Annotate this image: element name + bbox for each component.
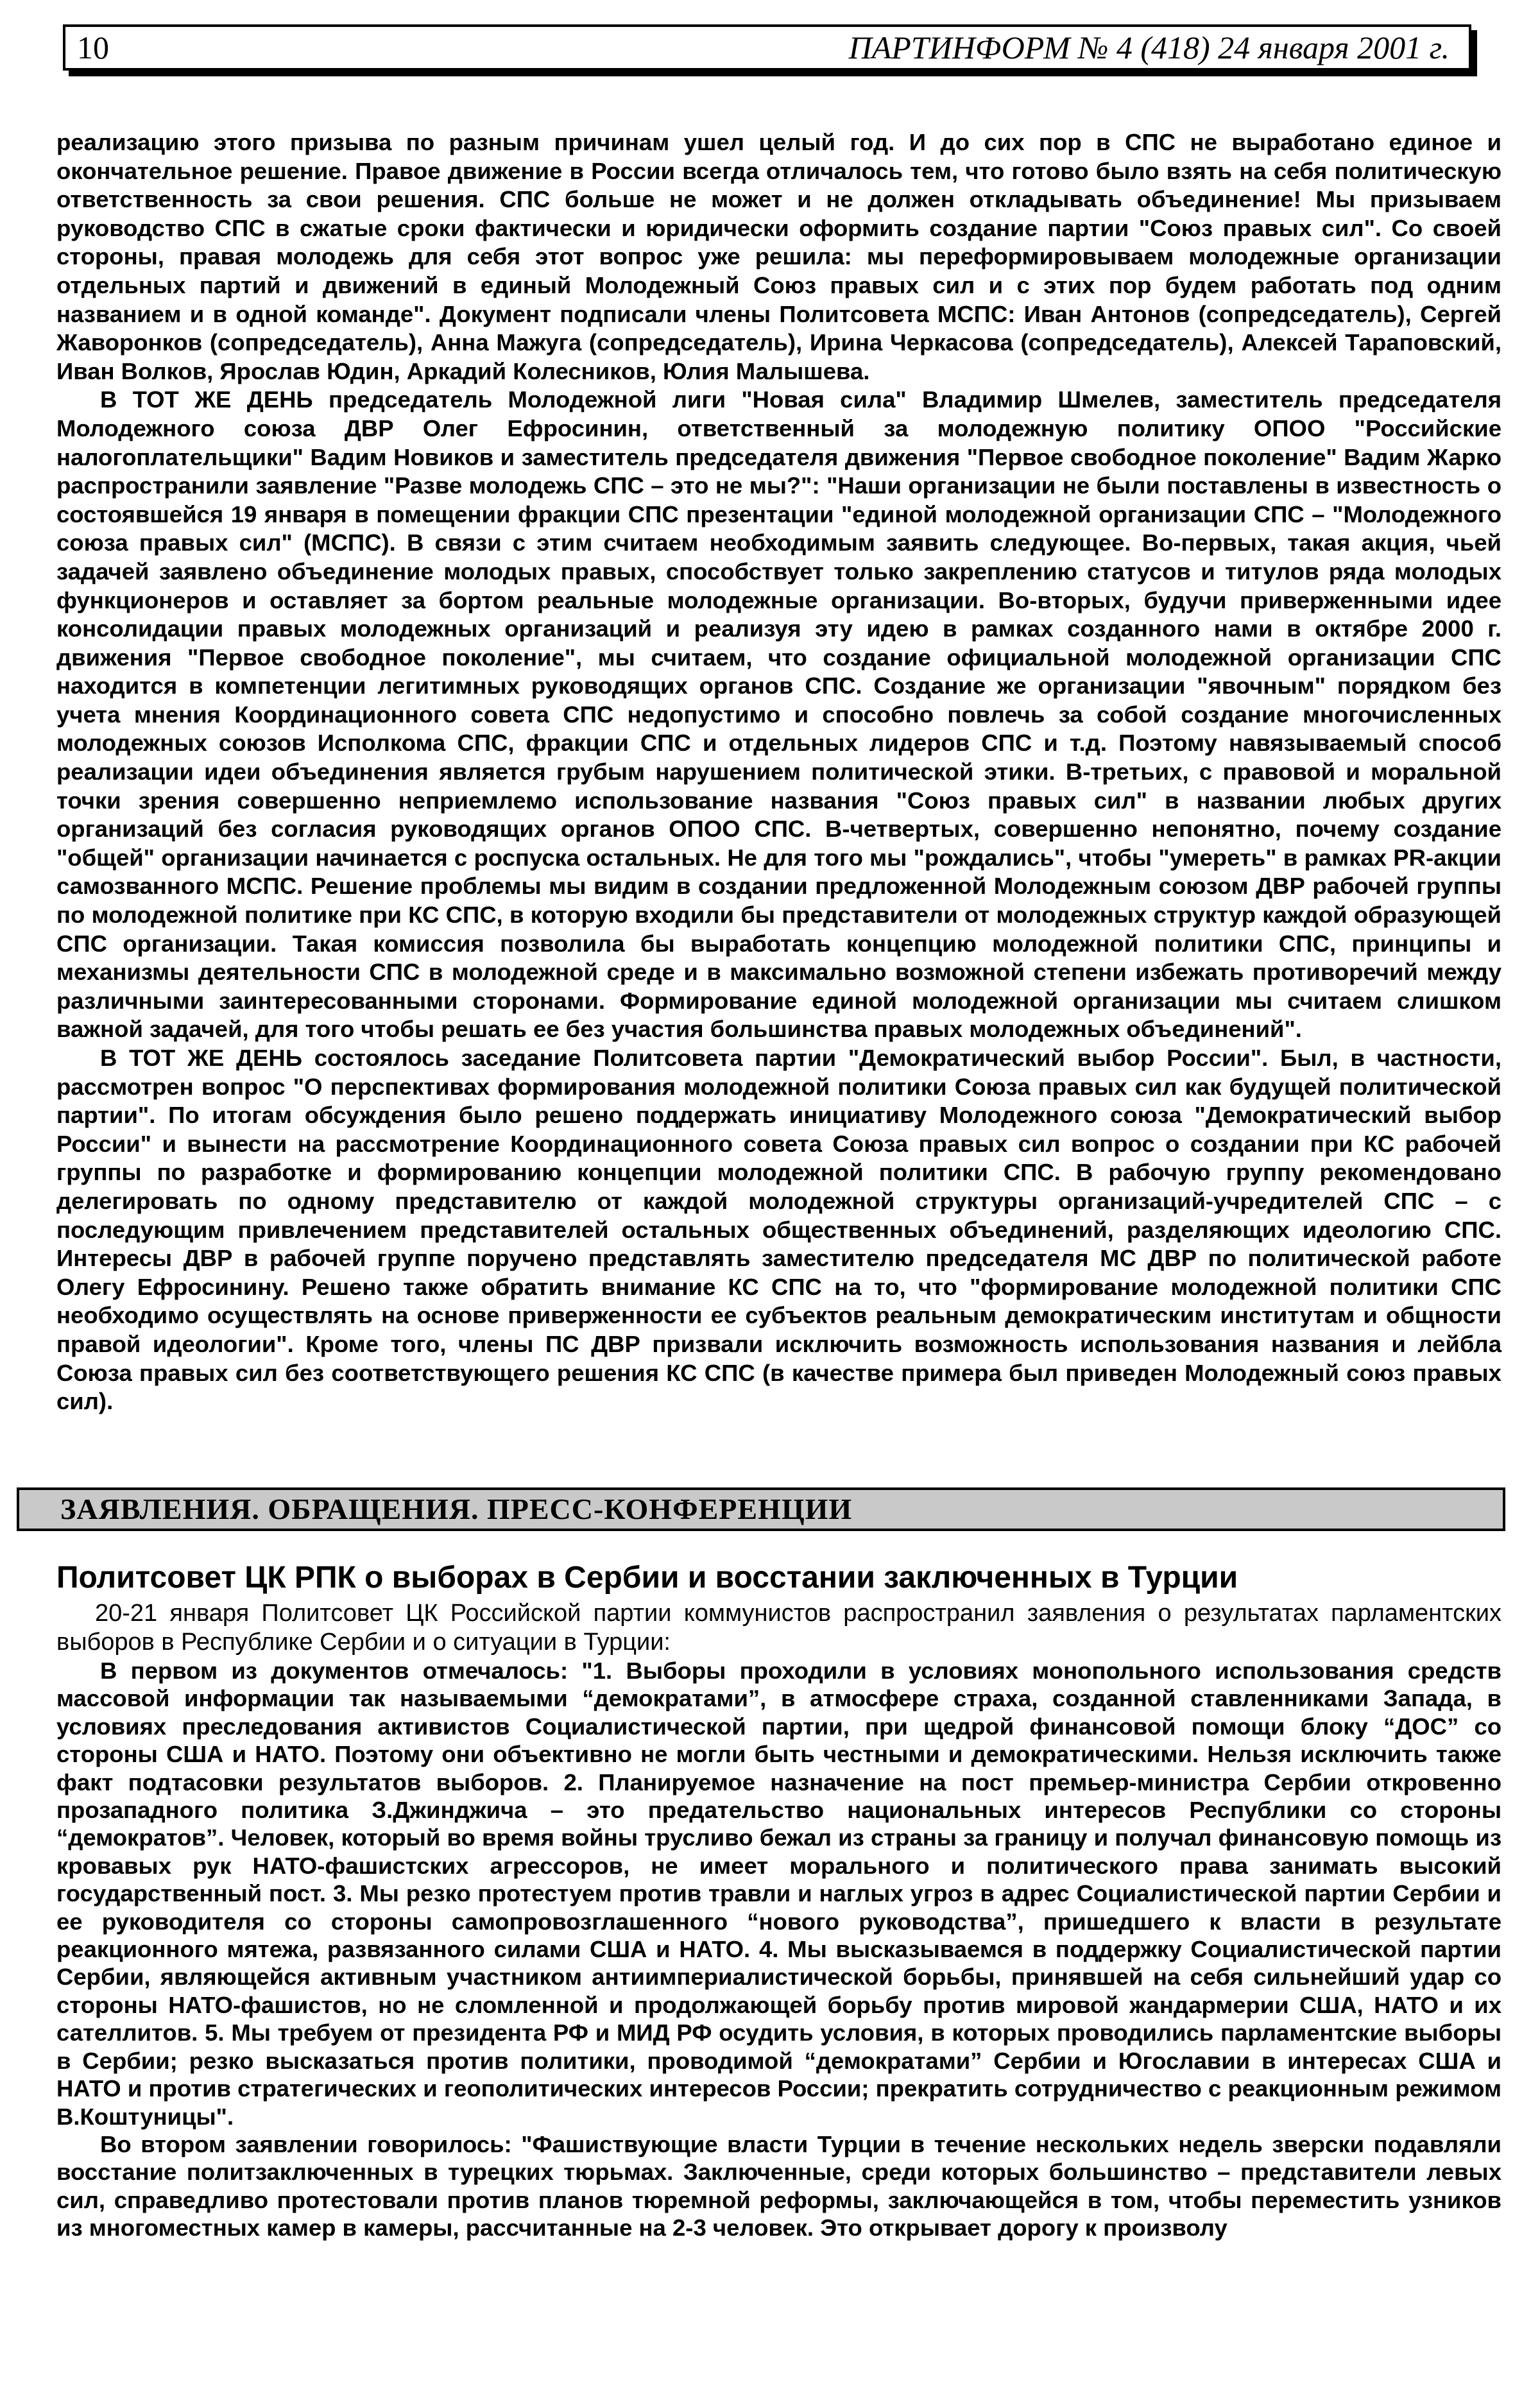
paragraph-serbia-statement: В первом из документов отмечалось: "1. Выборы проходили в условиях монопольного использования средств массовой информации так называемыми “демократами”, в атмосфере страха, созданной ставленниками Запада, в условиях преследования активистов Социалистической партии, при щедрой финансовой помощи блоку “ДОС” со стороны США и НАТО. Поэтому они объективно не могли быть честными и демократическими. Нельзя исключить также факт подтасовки результатов выборов. 2. Планируемое назначение на пост премьер-министра Сербии откровенно прозападного политика З.Джинджича – это предательство национальных интересов Республики со стороны “демократов”. Человек, который во время войны трусливо бежал из страны за границу и получал финансовую помощь из кровавых рук НАТО-фашистских агрессоров, не имеет морального и политического права занимать высокий государственный пост. 3. Мы резко протестуем против травли и наглых угроз в адрес Социалистической партии Сербии и ее руководителя со стороны самопровозглашенного “нового руководства”, пришедшего к власти в результате реакционного мятежа, развязанного силами США и НАТО. 4. Мы высказываемся в поддержку Социалистической партии Сербии, являющейся активным участником антиимпериалистической борьбы, принявшей на себя сильнейший удар со стороны НАТО-фашистов, но не сломленной и продолжающей борьбу против мировой жандармерии США, НАТО и их сателлитов. 5. Мы требуем от президента РФ и МИД РФ осудить условия, в которых проводились парламентские выборы в Сербии; резко высказаться против политики, проводимой “демократами” Сербии и Югославии в интересах США и НАТО и против стратегических и геополитических интересов России; прекратить сотрудничество с реакционным режимом В.Коштуницы". <box>56 1658 1502 2130</box>
top-article-body <box>56 128 1502 1416</box>
article-title: Политсовет ЦК РПК о выборах в Сербии и восстании заключенных в Турции <box>56 1561 1238 1595</box>
article-body <box>56 1657 1502 2242</box>
paragraph-youth-statement: В ТОТ ЖЕ ДЕНЬ председатель Молодежной лиги "Новая сила" Владимир Шмелев, заместитель председателя Молодежного союза ДВР Олег Ефросинин, ответственный за молодежную политику ОПОО "Российские налогоплательщики" Вадим Новиков и заместитель председателя движения "Первое свободное поколение" Вадим Жарко распространили заявление "Разве молодежь СПС – это не мы?": "Наши организации не были поставлены в известность о состоявшейся 19 января в помещении фракции СПС презентации "единой молодежной организации СПС – "Молодежного союза правых сил" (МСПС). В связи с этим считаем необходимым заявить следующее. Во-первых, такая акция, чьей задачей заявлено объединение молодых правых, способствует только закреплению статусов и титулов ряда молодых функционеров и оставляет за бортом реальные молодежные организации. Во-вторых, будучи приверженными идее консолидации правых молодежных организаций и реализуя эту идею в рамках созданного нами в октябре 2000 г. движения "Первое свободное поколение", мы считаем, что создание официальной молодежной организации СПС находится в компетенции легитимных руководящих органов СПС. Создание же организации "явочным" порядком без учета мнения Координационного совета СПС недопустимо и способно повлечь за собой создание многочисленных молодежных союзов Исполкома СПС, фракции СПС и отдельных лидеров СПС и т.д. Поэтому навязываемый способ реализации идеи объединения является грубым нарушением политической этики. В-третьих, с правовой и моральной точки зрения совершенно неприемлемо использование названия "Союз правых сил" в названии любых других организаций без согласия руководящих органов ОПОО СПС. В-четвертых, совершенно непонятно, почему создание "общей" организации начинается с роспуска остальных. Не для того мы "рождались", чтобы "умереть" в рамках PR-акции самозванного МСПС. Решение проблемы мы видим в создании предложенной Молодежным союзом ДВР рабочей группы по молодежной политике при КС СПС, в которую входили бы представители от молодежных структур каждой образующей СПС организации. Такая комиссия позволила бы выработать концепцию молодежной политики СПС, принципы и механизмы деятельности СПС в молодежной среде и в максимально возможной степени избежать противоречий между различными заинтересованными сторонами. Формирование единой молодежной организации мы считаем слишком важной задачей, для того чтобы решать ее без участия большинства правых молодежных объединений". <box>56 386 1502 1043</box>
page-number: 10 <box>77 30 109 65</box>
paragraph-msps-appeal: реализацию этого призыва по разным причинам ушел целый год. И до сих пор в СПС не выработано единое и окончательное решение. Правое движение в России всегда отличалось тем, что готово было взять на себя политическую ответственность за свои решения. СПС больше не может и не должен откладывать объединение! Мы призываем руководство СПС в сжатые сроки фактически и юридически оформить создание партии "Союз правых сил". Со своей стороны, правая молодежь для себя этот вопрос уже решила: мы переформировываем молодежные организации отдельных партий и движений в единый Молодежный Союз правых сил и с этих пор будем работать под одним названием и в одной команде". Документ подписали члены Политсовета МСПС: Иван Антонов (сопредседатель), Сергей Жаворонков (сопредседатель), Анна Мажуга (сопредседатель), Ирина Черкасова (сопредседатель), Алексей Тараповский, Иван Волков, Ярослав Юдин, Аркадий Колесников, Юлия Малышева. <box>56 129 1502 384</box>
paragraph-turkey-statement: Во втором заявлении говорилось: "Фашиствующие власти Турции в течение нескольких недель зверски подавляли восстание политзаключенных в турецких тюрьмах. Заключенные, среди которых большинство – представители левых сил, справедливо протестовали против планов тюремной реформы, заключающейся в том, чтобы переместить узников из многоместных камер в камеры, рассчитанные на 2-3 человек. Это открывает дорогу к произволу <box>56 2130 1502 2241</box>
paragraph-dvr-politsovet: В ТОТ ЖЕ ДЕНЬ состоялось заседание Политсовета партии "Демократический выбор России". Был, в частности, рассмотрен вопрос "О перспективах формирования молодежной политики Союза правых сил как будущей политической партии". По итогам обсуждения было решено поддержать инициативу Молодежного союза "Демократический выбор России" и вынести на рассмотрение Координационного совета Союза правых сил вопрос о создании при КС рабочей группы по разработке и формированию концепции молодежной политики СПС. В рабочую группу рекомендовано делегировать по одному представителю от каждой молодежной структуры организаций-учредителей СПС – с последующим привлечением представителей остальных общественных объединений, разделяющих идеологию СПС. Интересы ДВР в рабочей группе поручено представлять заместителю председателя МС ДВР по политической работе Олегу Ефросинину. Решено также обратить внимание КС СПС на то, что "формирование молодежной политики СПС необходимо осуществлять на основе приверженности ее субъектов реальным демократическим институтам и общности правой идеологии". Кроме того, члены ПС ДВР призвали исключить возможность использования названия и лейбла Союза правых сил без соответствующего решения КС СПС (в качестве примера был приведен Молодежный союз правых сил). <box>56 1045 1502 1415</box>
section-heading: ЗАЯВЛЕНИЯ. ОБРАЩЕНИЯ. ПРЕСС-КОНФЕРЕНЦИИ <box>17 1487 1505 1531</box>
issue-title: ПАРТИНФОРМ № 4 (418) 24 января 2001 г. <box>848 30 1450 65</box>
article-lead: 20-21 января Политсовет ЦК Российской партии коммунистов распространил заявления о результатах парламентских выборов в Республике Сербии и о ситуации в Турции: <box>56 1600 1502 1656</box>
page-header <box>63 24 1471 71</box>
